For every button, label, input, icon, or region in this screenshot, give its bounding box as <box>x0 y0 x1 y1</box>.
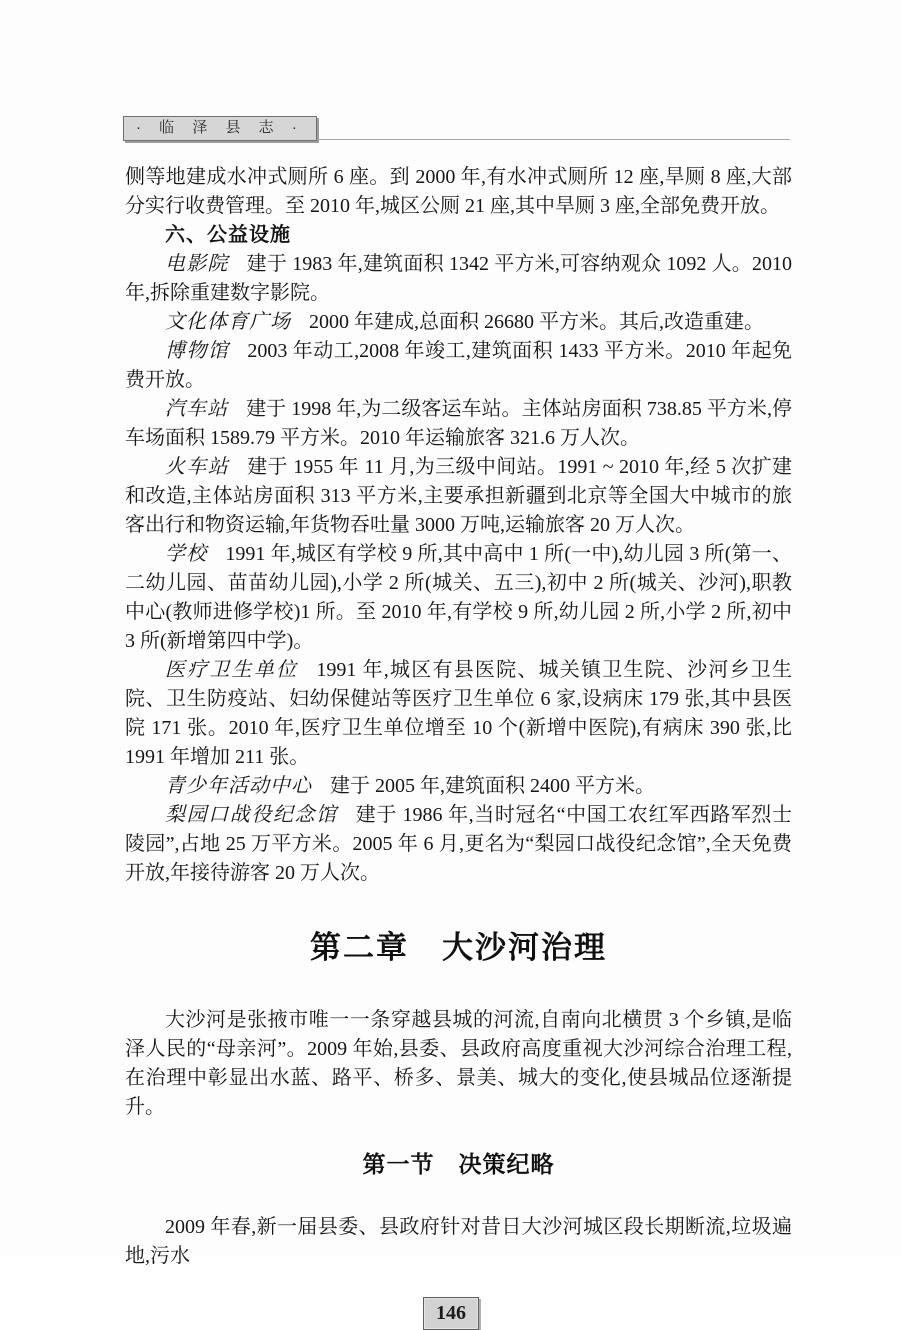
page-number-row <box>0 1297 902 1330</box>
entry-term: 梨园口战役纪念馆 <box>165 804 338 826</box>
entry-paragraph: 博物馆 2003 年动工,2008 年竣工,建筑面积 1433 平方米。2010 年起免费开放。 <box>125 340 793 391</box>
entry-paragraph: 汽车站 建于 1998 年,为二级客运车站。主体站房面积 738.85 平方米,停车场面积 1589.79 平方米。2010 年运输旅客 321.6 万人次。 <box>125 398 793 449</box>
entry-term: 汽车站 <box>165 398 229 420</box>
entry-term: 文化体育广场 <box>165 311 291 333</box>
header-rule <box>317 139 790 140</box>
entry-term: 医疗卫生单位 <box>165 659 299 681</box>
entry-term: 火车站 <box>165 456 230 478</box>
entry-term: 青少年活动中心 <box>165 775 312 797</box>
entry-term: 博物馆 <box>165 340 230 362</box>
entry-term: 学校 <box>165 543 208 565</box>
entry-paragraph: 医疗卫生单位 1991 年,城区有县医院、城关镇卫生院、沙河乡卫生院、卫生防疫站、妇幼保健站等医疗卫生单位 6 家,设病床 179 张,其中县医院 171 张。2010 年,医疗卫生单位增至 10 个(新增中医院),有病床 390 张,比 1991 年增加 211 张。 <box>125 659 793 768</box>
running-header <box>123 0 790 141</box>
document-blocks <box>125 163 792 1271</box>
entry-paragraph: 文化体育广场 2000 年建成,总面积 26680 平方米。其后,改造重建。 <box>165 311 764 333</box>
entry-paragraph: 火车站 建于 1955 年 11 月,为三级中间站。1991 ~ 2010 年,经 5 次扩建和改造,主体站房面积 313 平方米,主要承担新疆到北京等全国大中城市的旅客出行和物资运输,年货物吞吐量 3000 万吨,运输旅客 20 万人次。 <box>125 456 793 536</box>
entry-paragraph: 梨园口战役纪念馆 建于 1986 年,当时冠名“中国工农红军西路军烈士陵园”,占地 25 万平方米。2005 年 6 月,更名为“梨园口战役纪念馆”,全天免费开放,年接待游客 20 万人次。 <box>125 804 793 884</box>
entry-term: 电影院 <box>165 253 229 275</box>
entry-paragraph: 青少年活动中心 建于 2005 年,建筑面积 2400 平方米。 <box>165 775 655 797</box>
paragraph: 2009 年春,新一届县委、县政府针对昔日大沙河城区段长期断流,垃圾遍地,污水 <box>125 1216 792 1267</box>
chapter-heading: 第二章 大沙河治理 <box>310 930 607 965</box>
section-heading: 第一节 决策纪略 <box>362 1151 555 1177</box>
paragraph: 大沙河是张掖市唯一一条穿越县城的河流,自南向北横贯 3 个乡镇,是临泽人民的“母亲河”。2009 年始,县委、县政府高度重视大沙河综合治理工程,在治理中彰显出水蓝、路平、桥多、景美、城大的变化,使县城品位逐渐提升。 <box>125 1009 792 1118</box>
page-number: 146 <box>423 1297 479 1330</box>
subheading: 六、公益设施 <box>165 224 291 246</box>
entry-paragraph: 学校 1991 年,城区有学校 9 所,其中高中 1 所(一中),幼儿园 3 所(第一、二幼儿园、苗苗幼儿园),小学 2 所(城关、五三),初中 2 所(城关、沙河),职教中心(教师进修学校)1 所。至 2010 年,有学校 9 所,幼儿园 2 所,小学 2 所,初中 3 所(新增第四中学)。 <box>125 543 793 652</box>
header-title-box: · 临 泽 县 志 · <box>123 116 317 141</box>
paragraph: 侧等地建成水冲式厕所 6 座。到 2000 年,有水冲式厕所 12 座,旱厕 8 座,大部分实行收费管理。至 2010 年,城区公厕 21 座,其中旱厕 3 座,全部免费开放。 <box>125 166 792 217</box>
entry-paragraph: 电影院 建于 1983 年,建筑面积 1342 平方米,可容纳观众 1092 人。2010 年,拆除重建数字影院。 <box>125 253 793 304</box>
